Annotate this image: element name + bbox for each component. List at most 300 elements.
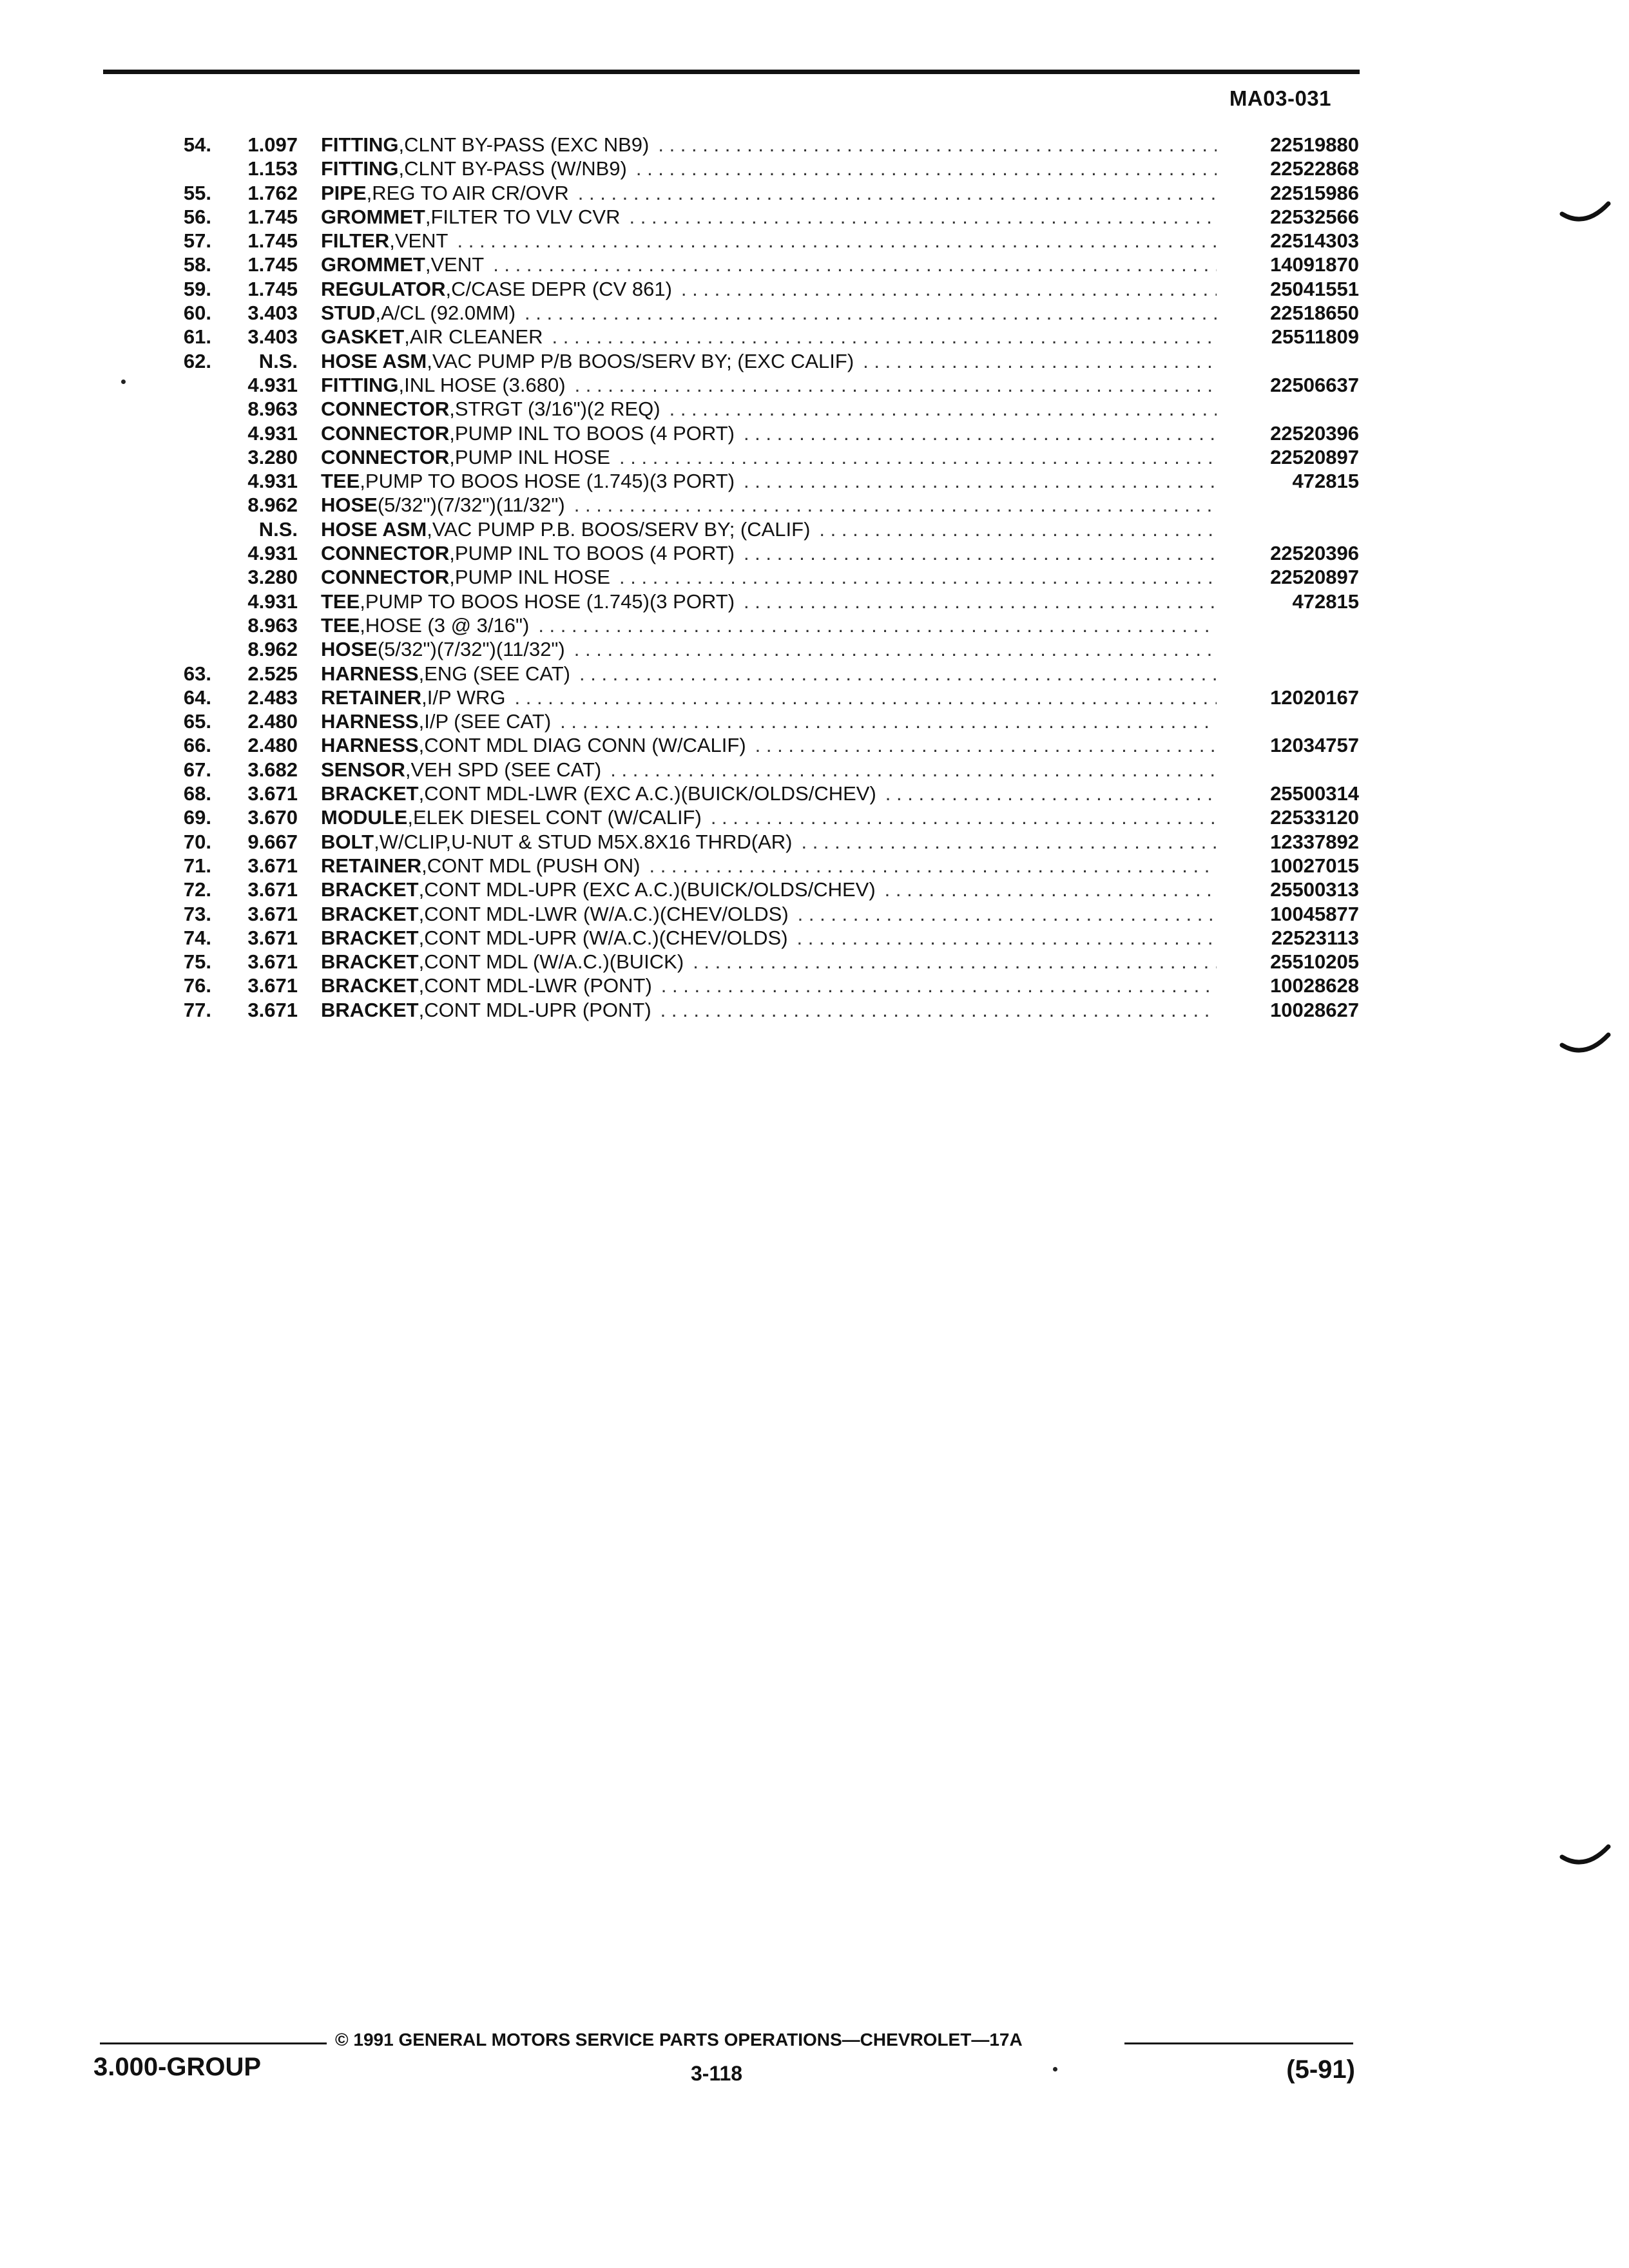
part-detail: (5/32")(7/32")(11/32") xyxy=(377,494,565,517)
item-number: 57. xyxy=(183,229,211,253)
part-row xyxy=(0,493,1629,517)
part-description xyxy=(321,445,1217,469)
part-name: TEE xyxy=(321,470,360,493)
part-description xyxy=(321,253,1217,276)
part-name: CONNECTOR xyxy=(321,421,450,445)
part-detail: PUMP INL HOSE xyxy=(454,566,611,589)
group-number: 3.403 xyxy=(247,325,298,349)
part-description xyxy=(321,686,1217,709)
group-number: N.S. xyxy=(258,349,298,372)
separator: , xyxy=(366,181,372,204)
part-description xyxy=(321,902,1217,926)
item-number: 56. xyxy=(183,205,211,228)
part-name: HOSE xyxy=(321,638,378,661)
part-number: 25041551 xyxy=(1270,277,1359,300)
dot-leader xyxy=(552,325,1217,349)
part-number: 22532566 xyxy=(1270,205,1359,228)
part-name: CONNECTOR xyxy=(321,445,450,468)
part-row xyxy=(0,830,1629,854)
part-row xyxy=(0,854,1629,878)
dot-leader xyxy=(574,637,1217,661)
part-name: CONNECTOR xyxy=(321,542,450,565)
part-row xyxy=(0,229,1629,253)
item-number: 73. xyxy=(183,902,211,925)
separator: , xyxy=(421,854,427,877)
part-description xyxy=(321,373,1217,397)
part-detail: CONT MDL (PUSH ON) xyxy=(427,854,641,877)
separator: , xyxy=(398,373,405,396)
ink-speck xyxy=(1053,2067,1057,2071)
part-name: BRACKET xyxy=(321,950,419,974)
separator: , xyxy=(389,229,395,253)
part-detail: VEH SPD (SEE CAT) xyxy=(410,758,602,781)
part-row xyxy=(0,974,1629,997)
dot-leader xyxy=(885,878,1217,901)
part-description xyxy=(321,854,1217,878)
part-name: BRACKET xyxy=(321,998,419,1021)
item-number: 68. xyxy=(183,782,211,805)
part-detail: INL HOSE (3.680) xyxy=(404,373,566,396)
dot-leader xyxy=(525,301,1217,325)
item-number: 58. xyxy=(183,253,211,276)
part-description xyxy=(321,205,1217,229)
part-detail: VAC PUMP P.B. BOOS/SERV BY; (CALIF) xyxy=(432,517,811,541)
group-number: N.S. xyxy=(258,517,298,541)
separator: , xyxy=(427,349,432,372)
part-detail: CLNT BY-PASS (W/NB9) xyxy=(404,157,627,180)
dot-leader xyxy=(560,709,1217,733)
part-description xyxy=(321,998,1217,1022)
separator: , xyxy=(449,445,455,468)
part-name: TEE xyxy=(321,590,360,613)
part-description xyxy=(321,565,1217,589)
separator: , xyxy=(398,157,405,180)
separator: , xyxy=(418,782,425,805)
part-row xyxy=(0,397,1629,421)
part-detail: CONT MDL-LWR (EXC A.C.)(BUICK/OLDS/CHEV) xyxy=(424,782,876,805)
item-number: 60. xyxy=(183,302,211,325)
item-number: 72. xyxy=(183,878,211,901)
part-name: BRACKET xyxy=(321,902,419,925)
part-row xyxy=(0,926,1629,950)
group-number: 3.671 xyxy=(247,878,298,901)
part-row xyxy=(0,301,1629,325)
part-detail: A/CL (92.0MM) xyxy=(381,302,516,325)
part-row xyxy=(0,421,1629,445)
item-number: 76. xyxy=(183,974,211,997)
part-name: PIPE xyxy=(321,181,367,204)
separator: , xyxy=(405,758,411,781)
part-name: BOLT xyxy=(321,830,374,853)
part-row xyxy=(0,709,1629,733)
group-number: 3.671 xyxy=(247,974,298,997)
item-number: 64. xyxy=(183,686,211,709)
part-row xyxy=(0,950,1629,974)
part-detail: PUMP TO BOOS HOSE (1.745)(3 PORT) xyxy=(365,590,735,613)
group-number: 4.931 xyxy=(247,470,298,493)
separator: , xyxy=(360,613,365,637)
part-description xyxy=(321,349,1217,373)
part-detail: CONT MDL-UPR (EXC A.C.)(BUICK/OLDS/CHEV) xyxy=(424,878,876,901)
part-number: 10028627 xyxy=(1270,998,1359,1021)
dot-leader xyxy=(610,758,1217,782)
item-number: 67. xyxy=(183,758,211,781)
part-number: 22533120 xyxy=(1270,806,1359,829)
part-name: SENSOR xyxy=(321,758,405,781)
group-number: 1.097 xyxy=(247,133,298,156)
part-detail: C/CASE DEPR (CV 861) xyxy=(451,277,672,300)
part-number: 25510205 xyxy=(1270,950,1359,974)
part-row xyxy=(0,445,1629,469)
part-description xyxy=(321,469,1217,493)
dot-leader xyxy=(660,998,1217,1022)
part-detail: I/P WRG xyxy=(427,686,506,709)
part-row xyxy=(0,517,1629,541)
part-row xyxy=(0,758,1629,782)
part-description xyxy=(321,277,1217,301)
dot-leader xyxy=(458,229,1217,253)
part-row xyxy=(0,205,1629,229)
part-row xyxy=(0,613,1629,637)
part-detail: CONT MDL-UPR (W/A.C.)(CHEV/OLDS) xyxy=(424,926,788,949)
part-description xyxy=(321,709,1217,733)
separator: , xyxy=(404,325,410,349)
part-description xyxy=(321,541,1217,565)
part-number: 25500314 xyxy=(1270,782,1359,805)
group-label: 3.000-GROUP xyxy=(93,2053,262,2081)
dot-leader xyxy=(797,926,1217,950)
part-number: 22514303 xyxy=(1270,229,1359,253)
group-number: 1.153 xyxy=(247,157,298,180)
group-number: 3.670 xyxy=(247,806,298,829)
item-number: 71. xyxy=(183,854,211,877)
group-number: 3.671 xyxy=(247,902,298,925)
part-description xyxy=(321,974,1217,997)
dot-leader xyxy=(693,950,1217,974)
group-number: 1.745 xyxy=(247,205,298,228)
dot-leader xyxy=(515,686,1217,709)
item-number: 65. xyxy=(183,710,211,733)
separator: , xyxy=(418,710,425,733)
part-description xyxy=(321,662,1217,686)
part-row xyxy=(0,277,1629,301)
part-name: TEE xyxy=(321,613,360,637)
separator: , xyxy=(425,205,431,228)
part-number: 22506637 xyxy=(1270,373,1359,396)
group-number: 4.931 xyxy=(247,421,298,445)
part-detail: PUMP INL HOSE xyxy=(454,445,611,468)
part-name: FITTING xyxy=(321,133,399,156)
part-name: BRACKET xyxy=(321,974,419,997)
group-number: 1.745 xyxy=(247,229,298,253)
separator: , xyxy=(375,302,381,325)
part-description xyxy=(321,325,1217,349)
group-number: 4.931 xyxy=(247,373,298,396)
item-number: 74. xyxy=(183,926,211,949)
part-description xyxy=(321,493,1217,517)
separator: , xyxy=(449,542,455,565)
item-number: 63. xyxy=(183,662,211,685)
part-description xyxy=(321,517,1217,541)
part-detail: VENT xyxy=(394,229,448,253)
part-number: 25511809 xyxy=(1271,325,1359,349)
part-row xyxy=(0,157,1629,180)
part-name: GASKET xyxy=(321,325,405,349)
separator: , xyxy=(398,133,405,156)
reference-code: MA03-031 xyxy=(1229,86,1331,110)
part-description xyxy=(321,397,1217,421)
group-number: 4.931 xyxy=(247,542,298,565)
dot-leader xyxy=(661,974,1217,997)
part-number: 22520396 xyxy=(1270,421,1359,445)
part-number: 22518650 xyxy=(1270,302,1359,325)
part-number: 12020167 xyxy=(1270,686,1359,709)
dot-leader xyxy=(619,565,1217,589)
part-detail: CONT MDL (W/A.C.)(BUICK) xyxy=(424,950,684,974)
part-description xyxy=(321,782,1217,805)
part-row xyxy=(0,133,1629,157)
dot-leader xyxy=(711,805,1217,829)
group-number: 2.480 xyxy=(247,710,298,733)
dot-leader xyxy=(819,517,1217,541)
group-number: 1.745 xyxy=(247,277,298,300)
part-name: RETAINER xyxy=(321,686,422,709)
part-number: 22520396 xyxy=(1270,542,1359,565)
part-description xyxy=(321,133,1217,157)
separator: , xyxy=(449,421,455,445)
part-name: HOSE ASM xyxy=(321,517,427,541)
part-description xyxy=(321,229,1217,253)
part-detail: FILTER TO VLV CVR xyxy=(430,205,621,228)
part-description xyxy=(321,181,1217,205)
part-detail: ELEK DIESEL CONT (W/CALIF) xyxy=(412,806,702,829)
separator: , xyxy=(449,566,455,589)
part-number: 22519880 xyxy=(1270,133,1359,156)
item-number: 59. xyxy=(183,277,211,300)
part-name: STUD xyxy=(321,302,376,325)
part-row xyxy=(0,253,1629,276)
part-name: REGULATOR xyxy=(321,277,446,300)
part-row xyxy=(0,686,1629,709)
group-number: 1.762 xyxy=(247,181,298,204)
part-name: FITTING xyxy=(321,373,399,396)
part-detail: PUMP INL TO BOOS (4 PORT) xyxy=(454,421,735,445)
part-description xyxy=(321,733,1217,757)
group-number: 9.667 xyxy=(247,830,298,853)
part-name: BRACKET xyxy=(321,926,419,949)
group-number: 3.280 xyxy=(247,566,298,589)
group-number: 8.963 xyxy=(247,613,298,637)
dot-leader xyxy=(755,733,1217,757)
part-detail: STRGT (3/16")(2 REQ) xyxy=(454,398,660,421)
binder-mark xyxy=(1559,1031,1611,1060)
top-rule xyxy=(103,70,1360,74)
footer-rule-right xyxy=(1124,2042,1353,2044)
copyright-notice: © 1991 GENERAL MOTORS SERVICE PARTS OPERATIONS—CHEVROLET—17A xyxy=(335,2030,1023,2050)
part-name: HOSE xyxy=(321,494,378,517)
part-name: GROMMET xyxy=(321,253,425,276)
group-number: 4.931 xyxy=(247,590,298,613)
part-row xyxy=(0,998,1629,1022)
dot-leader xyxy=(670,397,1217,421)
dot-leader xyxy=(619,445,1217,469)
dot-leader xyxy=(863,349,1217,373)
group-number: 3.671 xyxy=(247,998,298,1021)
group-number: 3.682 xyxy=(247,758,298,781)
part-name: RETAINER xyxy=(321,854,422,877)
separator: , xyxy=(449,398,455,421)
separator: , xyxy=(427,517,432,541)
part-description xyxy=(321,637,1217,661)
part-detail: REG TO AIR CR/OVR xyxy=(372,181,569,204)
item-number: 62. xyxy=(183,349,211,372)
separator: , xyxy=(445,277,452,300)
item-number: 55. xyxy=(183,181,211,204)
group-number: 3.671 xyxy=(247,854,298,877)
part-number: 10027015 xyxy=(1270,854,1359,877)
dot-leader xyxy=(744,469,1217,493)
separator: , xyxy=(360,470,365,493)
part-number: 472815 xyxy=(1292,470,1359,493)
part-description xyxy=(321,590,1217,613)
part-detail: AIR CLEANER xyxy=(409,325,543,349)
separator: , xyxy=(425,253,431,276)
part-description xyxy=(321,758,1217,782)
part-detail: PUMP TO BOOS HOSE (1.745)(3 PORT) xyxy=(365,470,735,493)
part-name: MODULE xyxy=(321,806,408,829)
dot-leader xyxy=(579,662,1217,686)
part-description xyxy=(321,805,1217,829)
separator: , xyxy=(418,734,425,757)
dot-leader xyxy=(744,421,1217,445)
part-name: BRACKET xyxy=(321,782,419,805)
separator: , xyxy=(418,998,425,1021)
dot-leader xyxy=(630,205,1217,229)
part-name: HARNESS xyxy=(321,734,419,757)
part-row xyxy=(0,590,1629,613)
dot-leader xyxy=(538,613,1217,637)
part-row xyxy=(0,637,1629,661)
separator: , xyxy=(418,662,425,685)
ink-speck xyxy=(121,380,126,384)
binder-mark xyxy=(1559,200,1611,229)
separator: , xyxy=(418,902,425,925)
group-number: 2.483 xyxy=(247,686,298,709)
dot-leader xyxy=(744,541,1217,565)
dot-leader xyxy=(636,157,1217,180)
part-row xyxy=(0,878,1629,901)
group-number: 3.671 xyxy=(247,926,298,949)
dot-leader xyxy=(798,902,1217,926)
dot-leader xyxy=(885,782,1217,805)
group-number: 1.745 xyxy=(247,253,298,276)
group-number: 8.962 xyxy=(247,494,298,517)
part-row xyxy=(0,662,1629,686)
part-name: HARNESS xyxy=(321,662,419,685)
part-number: 12034757 xyxy=(1270,734,1359,757)
separator: , xyxy=(418,950,425,974)
binder-mark xyxy=(1559,1843,1611,1872)
group-number: 8.963 xyxy=(247,398,298,421)
group-number: 3.280 xyxy=(247,445,298,468)
separator: , xyxy=(407,806,413,829)
part-number: 22523113 xyxy=(1271,926,1359,949)
dot-leader xyxy=(649,854,1217,878)
part-row xyxy=(0,325,1629,349)
item-number: 77. xyxy=(183,998,211,1021)
part-row xyxy=(0,733,1629,757)
revision-date: (5-91) xyxy=(1286,2055,1355,2084)
item-number: 70. xyxy=(183,830,211,853)
part-detail: CONT MDL DIAG CONN (W/CALIF) xyxy=(424,734,746,757)
part-detail: HOSE (3 @ 3/16") xyxy=(365,613,530,637)
part-detail: VENT xyxy=(430,253,485,276)
part-name: HARNESS xyxy=(321,710,419,733)
dot-leader xyxy=(802,830,1217,854)
part-name: FITTING xyxy=(321,157,399,180)
dot-leader xyxy=(578,181,1217,205)
part-row xyxy=(0,181,1629,205)
part-name: BRACKET xyxy=(321,878,419,901)
part-detail: W/CLIP,U-NUT & STUD M5X.8X16 THRD(AR) xyxy=(379,830,793,853)
part-number: 14091870 xyxy=(1270,253,1359,276)
page-number: 3-118 xyxy=(691,2062,743,2085)
part-description xyxy=(321,950,1217,974)
part-name: CONNECTOR xyxy=(321,398,450,421)
group-number: 8.962 xyxy=(247,638,298,661)
part-row xyxy=(0,469,1629,493)
part-name: FILTER xyxy=(321,229,390,253)
part-number: 472815 xyxy=(1292,590,1359,613)
part-number: 12337892 xyxy=(1270,830,1359,853)
item-number: 69. xyxy=(183,806,211,829)
part-detail: ENG (SEE CAT) xyxy=(424,662,570,685)
dot-leader xyxy=(575,373,1217,397)
part-row xyxy=(0,373,1629,397)
part-description xyxy=(321,830,1217,854)
part-detail: CONT MDL-UPR (PONT) xyxy=(424,998,651,1021)
separator: , xyxy=(360,590,365,613)
part-detail: PUMP INL TO BOOS (4 PORT) xyxy=(454,542,735,565)
item-number: 66. xyxy=(183,734,211,757)
part-detail: (5/32")(7/32")(11/32") xyxy=(377,638,565,661)
part-name: GROMMET xyxy=(321,205,425,228)
part-row xyxy=(0,565,1629,589)
item-number: 54. xyxy=(183,133,211,156)
part-number: 22522868 xyxy=(1270,157,1359,180)
part-name: HOSE ASM xyxy=(321,349,427,372)
part-detail: I/P (SEE CAT) xyxy=(424,710,552,733)
group-number: 3.403 xyxy=(247,302,298,325)
item-number: 61. xyxy=(183,325,211,349)
part-detail: CONT MDL-LWR (PONT) xyxy=(424,974,652,997)
dot-leader xyxy=(744,590,1217,613)
part-description xyxy=(321,926,1217,950)
part-description xyxy=(321,878,1217,901)
separator: , xyxy=(418,926,425,949)
part-number: 22520897 xyxy=(1270,566,1359,589)
dot-leader xyxy=(574,493,1217,517)
dot-leader xyxy=(493,253,1217,276)
part-row xyxy=(0,902,1629,926)
part-detail: CONT MDL-LWR (W/A.C.)(CHEV/OLDS) xyxy=(424,902,789,925)
parts-list xyxy=(0,133,1629,1022)
part-row xyxy=(0,782,1629,805)
separator: , xyxy=(418,878,425,901)
footer-rule-left xyxy=(100,2042,327,2044)
part-number: 10045877 xyxy=(1270,902,1359,925)
part-number: 22515986 xyxy=(1270,181,1359,204)
